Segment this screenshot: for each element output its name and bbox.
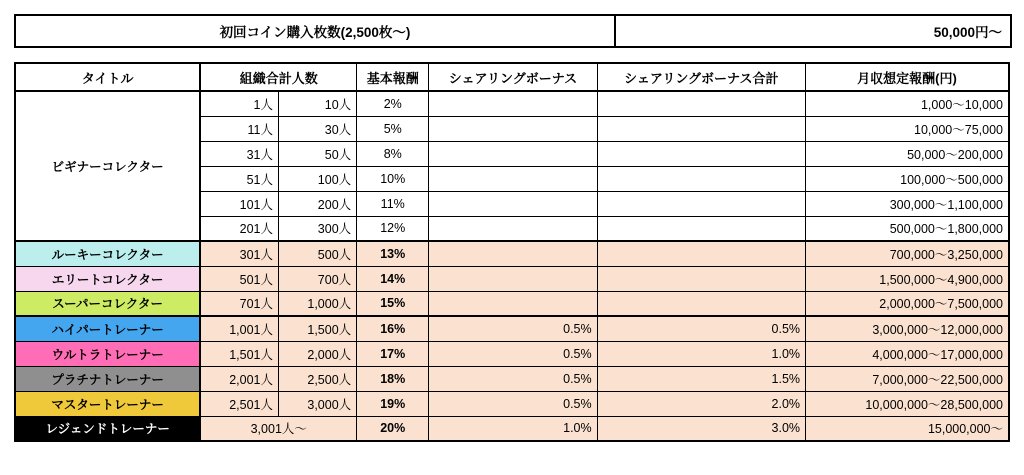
members-to: 1,000人 xyxy=(279,291,357,316)
rank-reward-table xyxy=(14,62,1010,442)
sharing-bonus xyxy=(429,291,597,316)
table-row xyxy=(15,341,1009,366)
members-from: 201人 xyxy=(200,216,278,241)
sharing-bonus-total: 0.5% xyxy=(597,316,805,341)
sharing-bonus xyxy=(429,166,597,191)
monthly-income: 10,000〜75,000 xyxy=(806,116,1009,141)
monthly-income: 1,500,000〜4,900,000 xyxy=(806,266,1009,291)
monthly-income: 2,000,000〜7,500,000 xyxy=(806,291,1009,316)
base-reward: 2% xyxy=(357,91,429,116)
base-reward: 5% xyxy=(357,116,429,141)
sharing-bonus xyxy=(429,116,597,141)
members-from: 2,001人 xyxy=(200,366,278,391)
table-row xyxy=(15,366,1009,391)
table-row xyxy=(15,316,1009,341)
members-to: 100人 xyxy=(279,166,357,191)
members-to: 700人 xyxy=(279,266,357,291)
sharing-bonus-total xyxy=(597,266,805,291)
column-header-members: 組織合計人数 xyxy=(200,63,356,91)
rank-title-hyper: ハイパートレーナー xyxy=(15,316,200,341)
sharing-bonus-total xyxy=(597,91,805,116)
sharing-bonus: 0.5% xyxy=(429,366,597,391)
table-row xyxy=(15,15,1011,47)
base-reward: 11% xyxy=(357,191,429,216)
column-header-base-reward: 基本報酬 xyxy=(357,63,429,91)
table-row xyxy=(15,91,1009,116)
sharing-bonus-total: 3.0% xyxy=(597,416,805,441)
column-header-sharing-bonus-total: シェアリングボーナス合計 xyxy=(597,63,805,91)
members-from: 11人 xyxy=(200,116,278,141)
base-reward: 14% xyxy=(357,266,429,291)
sharing-bonus-total xyxy=(597,191,805,216)
members-to: 30人 xyxy=(279,116,357,141)
members-from: 2,501人 xyxy=(200,391,278,416)
sharing-bonus xyxy=(429,91,597,116)
base-reward: 20% xyxy=(357,416,429,441)
table-row xyxy=(15,416,1009,441)
members-from: 31人 xyxy=(200,141,278,166)
rank-title-legend: レジェンドトレーナー xyxy=(15,416,200,441)
sharing-bonus xyxy=(429,266,597,291)
members-from: 101人 xyxy=(200,191,278,216)
rank-title-elite: エリートコレクター xyxy=(15,266,200,291)
coin-purchase-strip xyxy=(14,14,1012,48)
sharing-bonus-total xyxy=(597,291,805,316)
monthly-income: 500,000〜1,800,000 xyxy=(806,216,1009,241)
sharing-bonus-total: 2.0% xyxy=(597,391,805,416)
members-to: 1,500人 xyxy=(279,316,357,341)
monthly-income: 7,000,000〜22,500,000 xyxy=(806,366,1009,391)
sharing-bonus-total: 1.0% xyxy=(597,341,805,366)
sharing-bonus-total xyxy=(597,166,805,191)
base-reward: 19% xyxy=(357,391,429,416)
sharing-bonus: 0.5% xyxy=(429,391,597,416)
base-reward: 18% xyxy=(357,366,429,391)
members-to: 500人 xyxy=(279,241,357,266)
members-from: 51人 xyxy=(200,166,278,191)
sharing-bonus xyxy=(429,141,597,166)
column-header-sharing-bonus: シェアリングボーナス xyxy=(429,63,597,91)
monthly-income: 1,000〜10,000 xyxy=(806,91,1009,116)
rank-title-ultra: ウルトラトレーナー xyxy=(15,341,200,366)
rank-title-beginner: ビギナーコレクター xyxy=(15,91,200,241)
coin-purchase-label: 初回コイン購入枚数(2,500枚〜) xyxy=(15,15,615,47)
monthly-income: 100,000〜500,000 xyxy=(806,166,1009,191)
table-row xyxy=(15,241,1009,266)
coin-purchase-amount: 50,000円〜 xyxy=(615,15,1011,47)
rank-title-master: マスタートレーナー xyxy=(15,391,200,416)
rank-title-super: スーパーコレクター xyxy=(15,291,200,316)
sharing-bonus-total xyxy=(597,241,805,266)
rank-title-platina: プラチナトレーナー xyxy=(15,366,200,391)
sharing-bonus xyxy=(429,216,597,241)
monthly-income: 50,000〜200,000 xyxy=(806,141,1009,166)
members-to: 2,500人 xyxy=(279,366,357,391)
sharing-bonus: 0.5% xyxy=(429,341,597,366)
members-to: 300人 xyxy=(279,216,357,241)
members-to: 2,000人 xyxy=(279,341,357,366)
monthly-income: 3,000,000〜12,000,000 xyxy=(806,316,1009,341)
members-from: 301人 xyxy=(200,241,278,266)
base-reward: 10% xyxy=(357,166,429,191)
sharing-bonus: 1.0% xyxy=(429,416,597,441)
members-from: 1,001人 xyxy=(200,316,278,341)
base-reward: 8% xyxy=(357,141,429,166)
base-reward: 15% xyxy=(357,291,429,316)
members-from: 501人 xyxy=(200,266,278,291)
monthly-income: 15,000,000〜 xyxy=(806,416,1009,441)
members-to: 10人 xyxy=(279,91,357,116)
monthly-income: 10,000,000〜28,500,000 xyxy=(806,391,1009,416)
monthly-income: 300,000〜1,100,000 xyxy=(806,191,1009,216)
sharing-bonus-total: 1.5% xyxy=(597,366,805,391)
column-header-title: タイトル xyxy=(15,63,200,91)
table-row xyxy=(15,291,1009,316)
sharing-bonus-total xyxy=(597,216,805,241)
sharing-bonus xyxy=(429,191,597,216)
members-from: 701人 xyxy=(200,291,278,316)
monthly-income: 4,000,000〜17,000,000 xyxy=(806,341,1009,366)
members-to: 3,000人 xyxy=(279,391,357,416)
sharing-bonus-total xyxy=(597,141,805,166)
members-to: 50人 xyxy=(279,141,357,166)
members-from: 1人 xyxy=(200,91,278,116)
sharing-bonus xyxy=(429,241,597,266)
members-range-merged: 3,001人〜 xyxy=(200,416,356,441)
rank-title-rookie: ルーキーコレクター xyxy=(15,241,200,266)
sharing-bonus: 0.5% xyxy=(429,316,597,341)
column-header-monthly-income: 月収想定報酬(円) xyxy=(806,63,1009,91)
members-to: 200人 xyxy=(279,191,357,216)
base-reward: 12% xyxy=(357,216,429,241)
members-from: 1,501人 xyxy=(200,341,278,366)
base-reward: 16% xyxy=(357,316,429,341)
monthly-income: 700,000〜3,250,000 xyxy=(806,241,1009,266)
base-reward: 13% xyxy=(357,241,429,266)
sharing-bonus-total xyxy=(597,116,805,141)
table-row xyxy=(15,266,1009,291)
table-header-row xyxy=(15,63,1009,91)
table-row xyxy=(15,391,1009,416)
base-reward: 17% xyxy=(357,341,429,366)
